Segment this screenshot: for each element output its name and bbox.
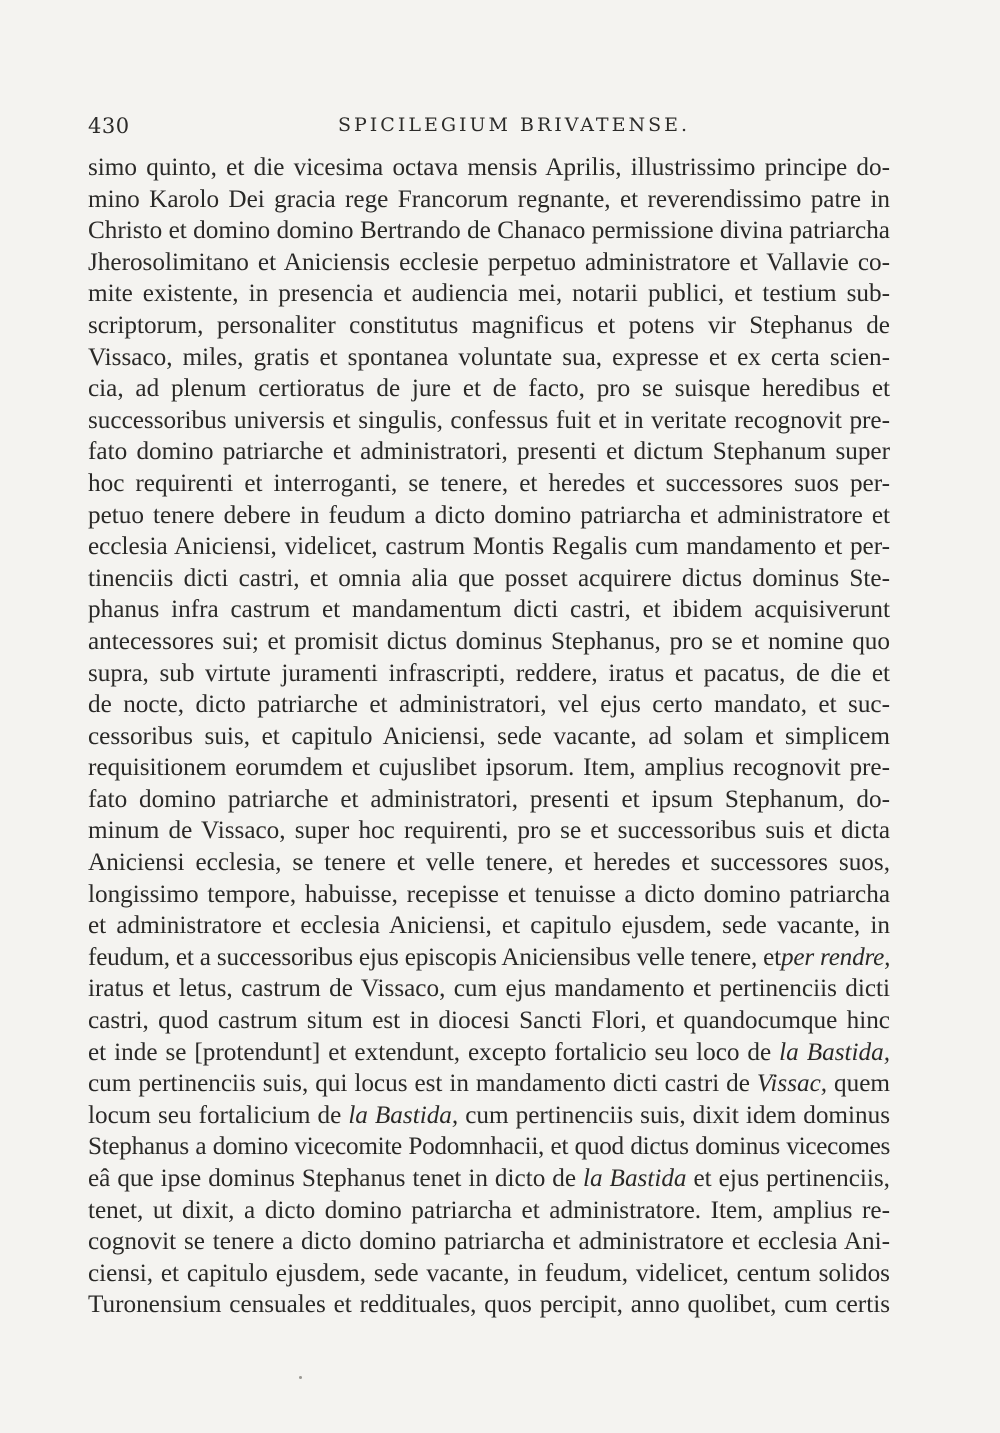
body-text xyxy=(88,152,890,1321)
text-line xyxy=(88,1037,890,1069)
text-line: tinenciis dicti castri, et omnia alia que posset acquirere dictus dominus Ste- xyxy=(88,564,890,592)
text-segment: feudum, et a successoribus ejus episcopis Aniciensibus velle tenere, et xyxy=(88,943,781,971)
text-segment: cum pertinenciis suis, qui locus est in mandamento dicti castri de xyxy=(88,1070,750,1098)
text-line: mino Karolo Dei gracia rege Francorum regnante, et reverendissimo patre in xyxy=(88,185,890,213)
text-line xyxy=(88,1163,890,1195)
text-line: minum de Vissaco, super hoc requirenti, pro se et successoribus suis et dicta xyxy=(88,817,890,845)
text-line: hoc requirenti et interroganti, se tenere, et heredes et successores suos per- xyxy=(88,469,890,497)
text-line xyxy=(88,942,890,974)
text-segment: et inde se [protendunt] et extendunt, excepto fortalicio seu loco de xyxy=(88,1038,772,1066)
italic-phrase: Vissac, xyxy=(756,1070,828,1098)
text-segment: eâ que ipse dominus Stephanus tenet in dicto de xyxy=(88,1165,577,1192)
text-line: ciensi, et capitulo ejusdem, sede vacante, in feudum, videlicet, centum solidos xyxy=(88,1259,890,1287)
text-line: Stephanus a domino vicecomite Podomnhacii, et quod dictus dominus vicecomes xyxy=(88,1133,890,1161)
text-segment: quem xyxy=(834,1070,891,1098)
text-line: supra, sub virtute juramenti infrascripti, reddere, iratus et pacatus, de die et xyxy=(88,659,890,687)
text-line: successoribus universis et singulis, confessus fuit et in veritate recognovit pre- xyxy=(88,406,890,434)
text-line: phanus infra castrum et mandamentum dicti castri, et ibidem acquisiverunt xyxy=(88,596,890,624)
text-line: Christo et domino domino Bertrando de Chanaco permissione divina patriarcha xyxy=(88,217,890,245)
text-line: castri, quod castrum situm est in diocesi Sancti Flori, et quandocumque hinc xyxy=(88,1007,890,1035)
text-segment: locum seu fortalicium de xyxy=(88,1101,342,1129)
text-line xyxy=(88,1068,890,1100)
text-line xyxy=(88,1100,890,1132)
text-line: scriptorum, personaliter constitutus magnificus et potens vir Stephanus de xyxy=(88,311,890,339)
italic-phrase: per rendre, xyxy=(780,943,891,971)
text-line: ecclesia Aniciensi, videlicet, castrum Montis Regalis cum mandamento et per- xyxy=(88,533,890,561)
text-line: Jherosolimitano et Aniciensis ecclesie perpetuo administratore et Vallavie co- xyxy=(88,248,890,276)
italic-phrase: la Bastida, xyxy=(348,1101,459,1129)
text-line: de nocte, dicto patriarche et administratori, vel ejus certo mandato, et suc- xyxy=(88,691,890,719)
text-segment: et ejus pertinenciis, xyxy=(693,1165,890,1192)
text-line: petuo tenere debere in feudum a dicto domino patriarcha et administratore et xyxy=(88,501,890,529)
text-line: longissimo tempore, habuisse, recepisse et tenuisse a dicto domino patriarcha xyxy=(88,880,890,908)
italic-phrase: la Bastida xyxy=(583,1165,687,1192)
text-line: et administratore et ecclesia Aniciensi, et capitulo ejusdem, sede vacante, in xyxy=(88,912,890,940)
text-line: iratus et letus, castrum de Vissaco, cum ejus mandamento et pertinenciis dicti xyxy=(88,975,890,1003)
text-line: requisitionem eorumdem et cujuslibet ipsorum. Item, amplius recognovit pre- xyxy=(88,754,890,782)
page-number: 430 xyxy=(88,114,130,138)
text-line: cognovit se tenere a dicto domino patriarcha et administratore et ecclesia Ani- xyxy=(88,1228,890,1256)
text-line: Turonensium censuales et reddituales, quos percipit, anno quolibet, cum certis xyxy=(88,1291,890,1319)
text-line: fato domino patriarche et administratori, presenti et ipsum Stephanum, do- xyxy=(88,785,890,813)
page-header xyxy=(88,108,888,144)
text-line: tenet, ut dixit, a dicto domino patriarcha et administratore. Item, amplius re- xyxy=(88,1196,890,1224)
running-head: SPICILEGIUM BRIVATENSE. xyxy=(338,114,691,136)
text-line: mite existente, in presencia et audiencia mei, notarii publici, et testium sub- xyxy=(88,280,890,308)
paper-speck xyxy=(299,1376,302,1379)
italic-phrase: la Bastida, xyxy=(779,1038,890,1066)
text-line: Aniciensi ecclesia, se tenere et velle tenere, et heredes et successores suos, xyxy=(88,849,890,877)
text-line: cia, ad plenum certioratus de jure et de facto, pro se suisque heredibus et xyxy=(88,375,890,403)
text-segment: cum pertinenciis suis, dixit idem dominus xyxy=(465,1101,891,1129)
text-line: Vissaco, miles, gratis et spontanea voluntate sua, expresse et ex certa scien- xyxy=(88,343,890,371)
text-line: simo quinto, et die vicesima octava mensis Aprilis, illustrissimo principe do- xyxy=(88,154,890,181)
text-line: antecessores sui; et promisit dictus dominus Stephanus, pro se et nomine quo xyxy=(88,627,890,655)
text-line: fato domino patriarche et administratori, presenti et dictum Stephanum super xyxy=(88,438,890,466)
text-line: cessoribus suis, et capitulo Aniciensi, sede vacante, ad solam et simplicem xyxy=(88,722,890,750)
